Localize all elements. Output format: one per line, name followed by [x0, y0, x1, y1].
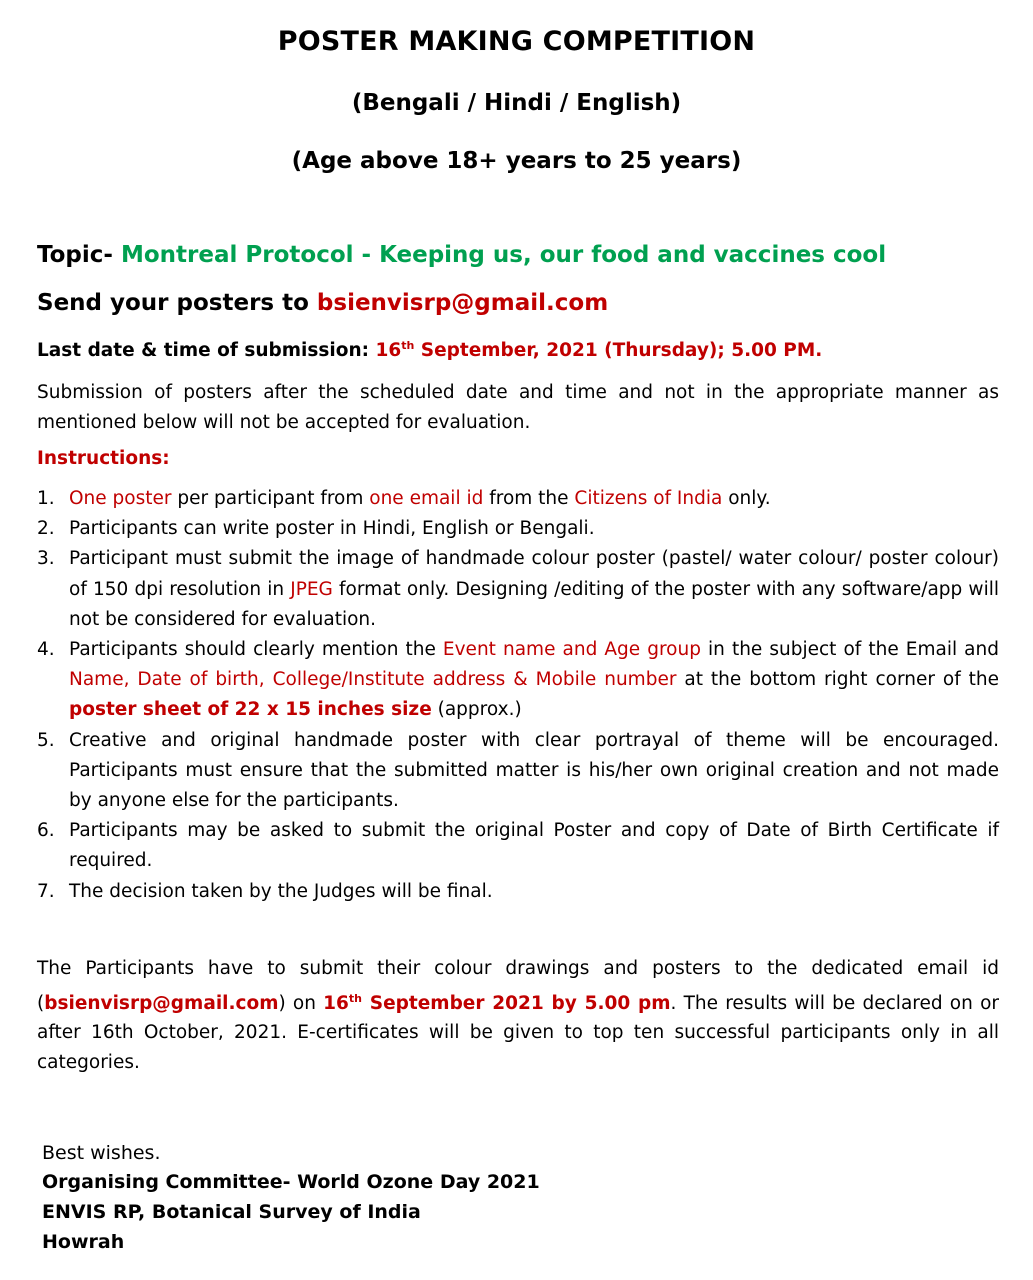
- send-email-link[interactable]: bsienvisrp@gmail.com: [316, 290, 609, 316]
- notice-paragraph: Submission of posters after the scheduled date and time and not in the appropriate manner as mentioned below will not be accepted for evaluation.: [37, 382, 999, 433]
- list-number: 2.: [37, 518, 55, 540]
- deadline-line: [37, 339, 999, 361]
- closing-email-link[interactable]: bsienvisrp@gmail.com: [44, 992, 279, 1014]
- deadline-value: [375, 340, 822, 361]
- list-number: 5.: [37, 729, 55, 751]
- deadline-day: 16: [375, 340, 402, 362]
- list-item: [37, 635, 999, 726]
- list-item: [37, 726, 999, 817]
- item-text: in the subject of the Email and: [700, 639, 999, 661]
- highlight-text: Event name and Age group: [442, 639, 701, 661]
- item-text: only.: [722, 488, 771, 509]
- highlight-text: JPEG: [290, 578, 333, 600]
- item-text: Participant must submit the image of handmade colour poster (pastel/ water colour/ poster colour) of 150 dpi resolution in: [69, 548, 999, 600]
- list-number: 4.: [37, 639, 55, 661]
- item-text: per participant from: [171, 488, 370, 509]
- languages-subtitle: (Bengali / Hindi / English): [351, 90, 682, 116]
- closing-suffix: th: [348, 991, 363, 1005]
- item-text: Creative and original handmade poster with clear portrayal of theme will be encouraged. Participants must ensure that the submitted matter is his/her own original creation and not made by anyone else for the participants.: [69, 729, 999, 812]
- item-text: format only. Designing /editing of the poster with any software/app will not be considered for evaluation.: [69, 578, 999, 630]
- age-subtitle: (Age above 18+ years to 25 years): [291, 148, 742, 174]
- page-title: POSTER MAKING COMPETITION: [277, 26, 756, 57]
- city-name: Howrah: [42, 1231, 125, 1253]
- item-text: The decision taken by the Judges will be final.: [69, 880, 493, 902]
- item-text: Participants can write poster in Hindi, English or Bengali.: [69, 518, 595, 540]
- deadline-suffix: th: [401, 339, 415, 352]
- list-item: [37, 514, 999, 544]
- closing-paragraph: [37, 954, 999, 1077]
- instructions-list: [37, 484, 999, 907]
- deadline-label: Last date & time of submission:: [37, 340, 376, 362]
- instructions-heading: Instructions:: [37, 448, 170, 469]
- highlight-text: one email id: [369, 488, 484, 509]
- closing-date: [323, 993, 670, 1014]
- closing-text: . The results will be declared on or after 16th October, 2021. E-certificates will be given to top ten successful participants only in all categories.: [37, 992, 999, 1073]
- topic-line: [37, 242, 999, 268]
- item-text: at the bottom right corner of the: [676, 669, 999, 691]
- item-text: from the: [483, 488, 575, 509]
- list-number: 7.: [37, 880, 55, 902]
- send-line: [37, 290, 999, 316]
- list-number: 6.: [37, 820, 55, 842]
- topic-label: Topic-: [37, 242, 121, 268]
- organization-name: ENVIS RP, Botanical Survey of India: [42, 1201, 421, 1223]
- highlight-text: Citizens of India: [574, 488, 723, 509]
- closing-text: The Participants have to submit their colour drawings and posters to the dedicated email id (: [37, 958, 999, 1014]
- closing-day: 16: [323, 992, 349, 1014]
- list-item: [37, 544, 999, 635]
- highlight-text: One poster: [69, 488, 172, 509]
- item-text: Participants may be asked to submit the original Poster and copy of Date of Birth Certificate if required.: [69, 820, 999, 872]
- highlight-text: Name, Date of birth, College/Institute address & Mobile number: [69, 669, 677, 691]
- closing-date-rest: September 2021 by 5.00 pm: [362, 992, 671, 1014]
- item-text: (approx.): [431, 699, 522, 721]
- list-item: [37, 816, 999, 876]
- greeting: Best wishes.: [42, 1142, 161, 1164]
- deadline-rest: September, 2021 (Thursday); 5.00 PM.: [414, 340, 823, 362]
- committee-name: Organising Committee- World Ozone Day 2021: [42, 1171, 540, 1193]
- list-item: [37, 484, 999, 514]
- topic-value: Montreal Protocol - Keeping us, our food and vaccines cool: [120, 242, 887, 268]
- send-label: Send your posters to: [37, 290, 317, 316]
- item-text: Participants should clearly mention the: [69, 639, 443, 661]
- list-item: [37, 877, 999, 907]
- highlight-text: poster sheet of 22 x 15 inches size: [69, 699, 432, 721]
- list-number: 3.: [37, 548, 55, 570]
- closing-text: ) on: [278, 992, 324, 1014]
- list-number: 1.: [37, 488, 55, 509]
